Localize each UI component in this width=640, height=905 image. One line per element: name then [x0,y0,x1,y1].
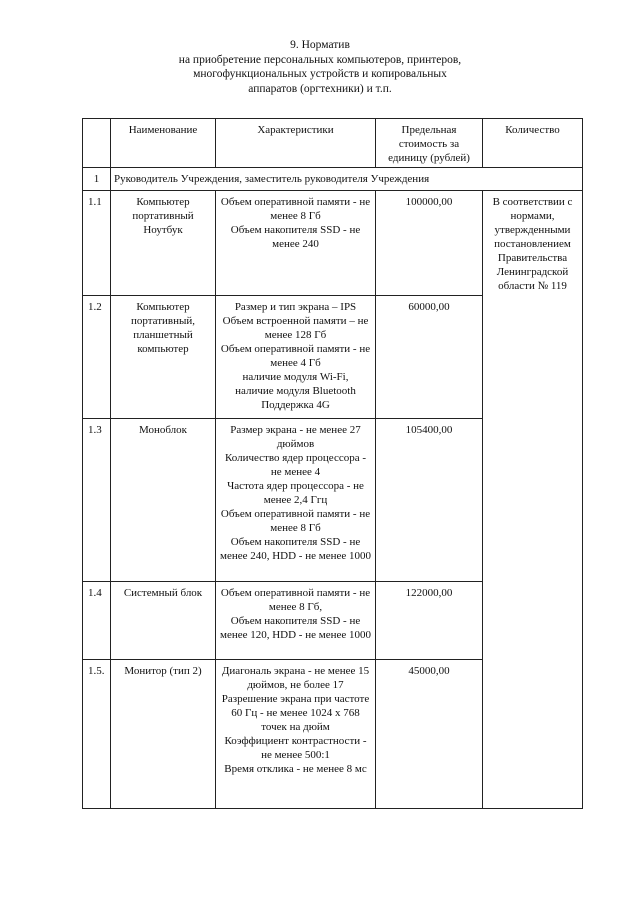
spec-line: Объем накопителя SSD - не менее 240 [230,224,361,250]
row-price: 105400,00 [376,418,483,581]
spec-line: Разрешение экрана при частоте 60 Гц - не менее 1024 х 768 точек на дюйм [221,692,370,733]
spec-line: Объем накопителя SSD - не менее 120, HDD - не менее 1000 [219,614,371,641]
row-price: 122000,00 [376,581,483,659]
spec-line: Объем встроенной памяти – не менее 128 Гб [222,314,369,341]
row-price: 45000,00 [376,659,483,808]
row-specs [216,418,376,581]
spec-line: Поддержка 4G [261,398,330,411]
row-num: 1.1 [83,191,111,296]
row-name: Компьютер портативный, планшетный компьютер [111,295,216,418]
table-row [83,295,583,418]
document-title [0,38,640,96]
quantity-note: В соответствии с нормами, утвержденными постановлением Правительства Ленинградской области № 119 [483,191,583,296]
row-num: 1.3 [83,418,111,581]
table-row [83,191,583,296]
spec-line: Размер и тип экрана – IPS [234,300,357,313]
header-qty: Количество [483,119,583,168]
title-line: аппаратов (оргтехники) и т.п. [248,82,392,95]
header-num [83,119,111,168]
title-line: 9. Норматив [290,39,350,51]
group-row [83,168,583,191]
row-num: 1.5. [83,659,111,808]
spec-line: Время отклика - не менее 8 мс [224,762,367,775]
row-name: Монитор (тип 2) [111,659,216,808]
spec-line: Объем оперативной памяти - не менее 8 Гб [220,196,371,222]
row-specs [216,659,376,808]
group-label: Руководитель Учреждения, заместитель руководителя Учреждения [111,168,583,191]
table-row [83,418,583,581]
spec-line: Объем накопителя SSD - не менее 240, HDD - не менее 1000 [219,535,371,562]
row-name: Системный блок [111,581,216,659]
header-price: Предельная стоимость за единицу (рублей) [376,119,483,168]
spec-line: наличие модуля Bluetooth [235,384,356,397]
row-num: 1.4 [83,581,111,659]
row-price: 60000,00 [376,295,483,418]
title-line: многофункциональных устройств и копировальных [193,68,447,80]
spec-line: Объем оперативной памяти - не менее 4 Гб [220,342,371,369]
spec-line: Частота ядер процессора - не менее 2,4 Ггц [227,479,364,506]
row-num: 1.2 [83,295,111,418]
qty-cell [483,295,583,418]
row-specs [216,581,376,659]
spec-line: Количество ядер процессора - не менее 4 [224,451,367,478]
spec-line: Объем оперативной памяти - не менее 8 Гб, [220,586,371,613]
norms-table [82,118,583,809]
qty-cell [483,659,583,808]
qty-cell [483,581,583,659]
spec-line: Объем оперативной памяти - не менее 8 Гб [220,507,371,534]
table-row [83,659,583,808]
spec-line: Коэффициент контрастности - не менее 500:1 [224,734,367,761]
group-num: 1 [83,168,111,191]
row-name: Моноблок [111,418,216,581]
row-specs [216,295,376,418]
qty-cell [483,418,583,581]
spec-line: Размер экрана - не менее 27 дюймов [230,423,361,450]
table-header-row [83,119,583,168]
spec-line: Диагональ экрана - не менее 15 дюймов, не более 17 [221,664,370,691]
row-price: 100000,00 [376,191,483,296]
spec-line: наличие модуля Wi-Fi, [242,370,349,383]
header-name: Наименование [111,119,216,168]
title-line: на приобретение персональных компьютеров, принтеров, [178,53,462,66]
row-name: Компьютер портативный Ноутбук [111,191,216,296]
row-specs [216,191,376,296]
header-specs: Характеристики [216,119,376,168]
table-row [83,581,583,659]
